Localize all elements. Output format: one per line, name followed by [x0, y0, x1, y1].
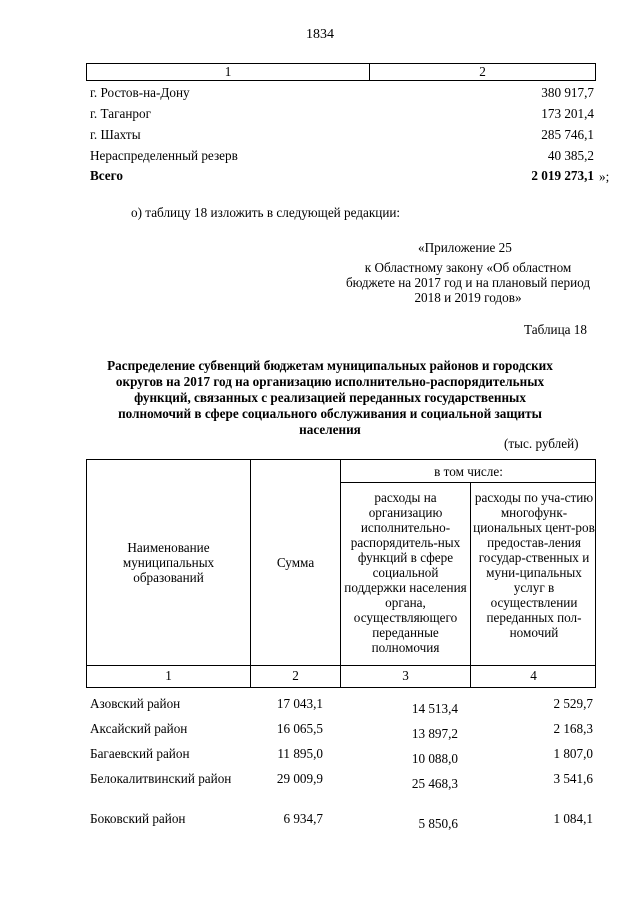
row-col-4: 1 084,1 [553, 811, 593, 826]
row-sum: 17 043,1 [276, 696, 323, 711]
table-title: Распределение субвенций бюджетам муниципальных районов и городских округов на 2017 год на организацию исполнительно-распорядительных функций, связанных с реализацией переданных государственных полномочий в сфере социального обслуживания и социальной защиты населения [107, 358, 553, 437]
row-name: Багаевский район [90, 746, 190, 761]
total-label: Всего [90, 168, 123, 183]
row-sum: 29 009,9 [276, 771, 323, 786]
row-name: Нераспределенный резерв [90, 148, 238, 163]
row-sum: 11 895,0 [277, 746, 323, 761]
col-number-1: 1 [165, 668, 172, 683]
top-table-col-1: 1 [87, 64, 370, 80]
column-divider [250, 460, 251, 687]
row-col-4: 1 807,0 [553, 746, 593, 761]
row-col-3: 13 897,2 [411, 726, 458, 741]
top-table-row [90, 106, 596, 126]
header-col-3: расходы на организацию исполнительно-распорядитель-ных функций в сфере социальной поддержки населения органа, осуществляющего переданные полномочия [344, 490, 467, 655]
header-municipality: Наименование муниципальных образований [122, 540, 215, 585]
column-divider [340, 460, 341, 687]
row-name: Боковский район [90, 811, 186, 826]
row-name: г. Таганрог [90, 106, 152, 121]
row-col-3: 25 468,3 [411, 776, 458, 791]
page-number: 1834 [306, 27, 334, 42]
top-table-col-2: 2 [479, 64, 486, 79]
header-including: в том числе: [434, 464, 503, 479]
row-divider [87, 665, 595, 666]
row-value: 285 746,1 [541, 127, 594, 142]
row-name: г. Шахты [90, 127, 141, 142]
row-name: г. Ростов-на-Дону [90, 85, 190, 100]
table-label: Таблица 18 [524, 322, 587, 337]
total-value: 2 019 273,1 [531, 168, 594, 183]
units-label: (тыс. рублей) [504, 436, 579, 451]
row-sum: 16 065,5 [276, 721, 323, 736]
top-table-row [90, 148, 596, 168]
col-number-2: 2 [292, 668, 299, 683]
closing-quote: »; [599, 169, 610, 184]
row-divider [340, 482, 595, 483]
row-value: 40 385,2 [547, 148, 594, 163]
header-col-4: расходы по уча-стию многофунк-циональных цент-ров предостав-ления государ-ственных и муни-ципальных услуг в осуществлении переданных пол-номочий [473, 490, 595, 640]
row-col-4: 3 541,6 [553, 771, 593, 786]
row-col-3: 10 088,0 [411, 751, 458, 766]
col-number-3: 3 [402, 668, 409, 683]
top-table-total-row [90, 168, 596, 188]
col-number-4: 4 [530, 668, 537, 683]
instruction-text: о) таблицу 18 изложить в следующей редакции: [131, 205, 401, 220]
row-name: Азовский район [90, 696, 181, 711]
row-sum: 6 934,7 [283, 811, 323, 826]
top-table-header [86, 63, 596, 81]
row-col-4: 2 168,3 [553, 721, 593, 736]
header-sum: Сумма [276, 555, 315, 570]
appendix-title: «Приложение 25 [418, 240, 512, 255]
top-table-row [90, 85, 596, 105]
row-value: 173 201,4 [541, 106, 594, 121]
column-divider [470, 482, 471, 687]
main-table-header [86, 459, 596, 688]
top-table-row [90, 127, 596, 147]
row-value: 380 917,7 [541, 85, 594, 100]
row-col-4: 2 529,7 [553, 696, 593, 711]
row-name: Аксайский район [90, 721, 188, 736]
appendix-law-reference: к Областному закону «Об областном бюджете на 2017 год и на плановый период 2018 и 2019 годов» [345, 260, 591, 306]
row-col-3: 14 513,4 [411, 701, 458, 716]
row-name: Белокалитвинский район [90, 771, 232, 786]
row-col-3: 5 850,6 [418, 816, 458, 831]
